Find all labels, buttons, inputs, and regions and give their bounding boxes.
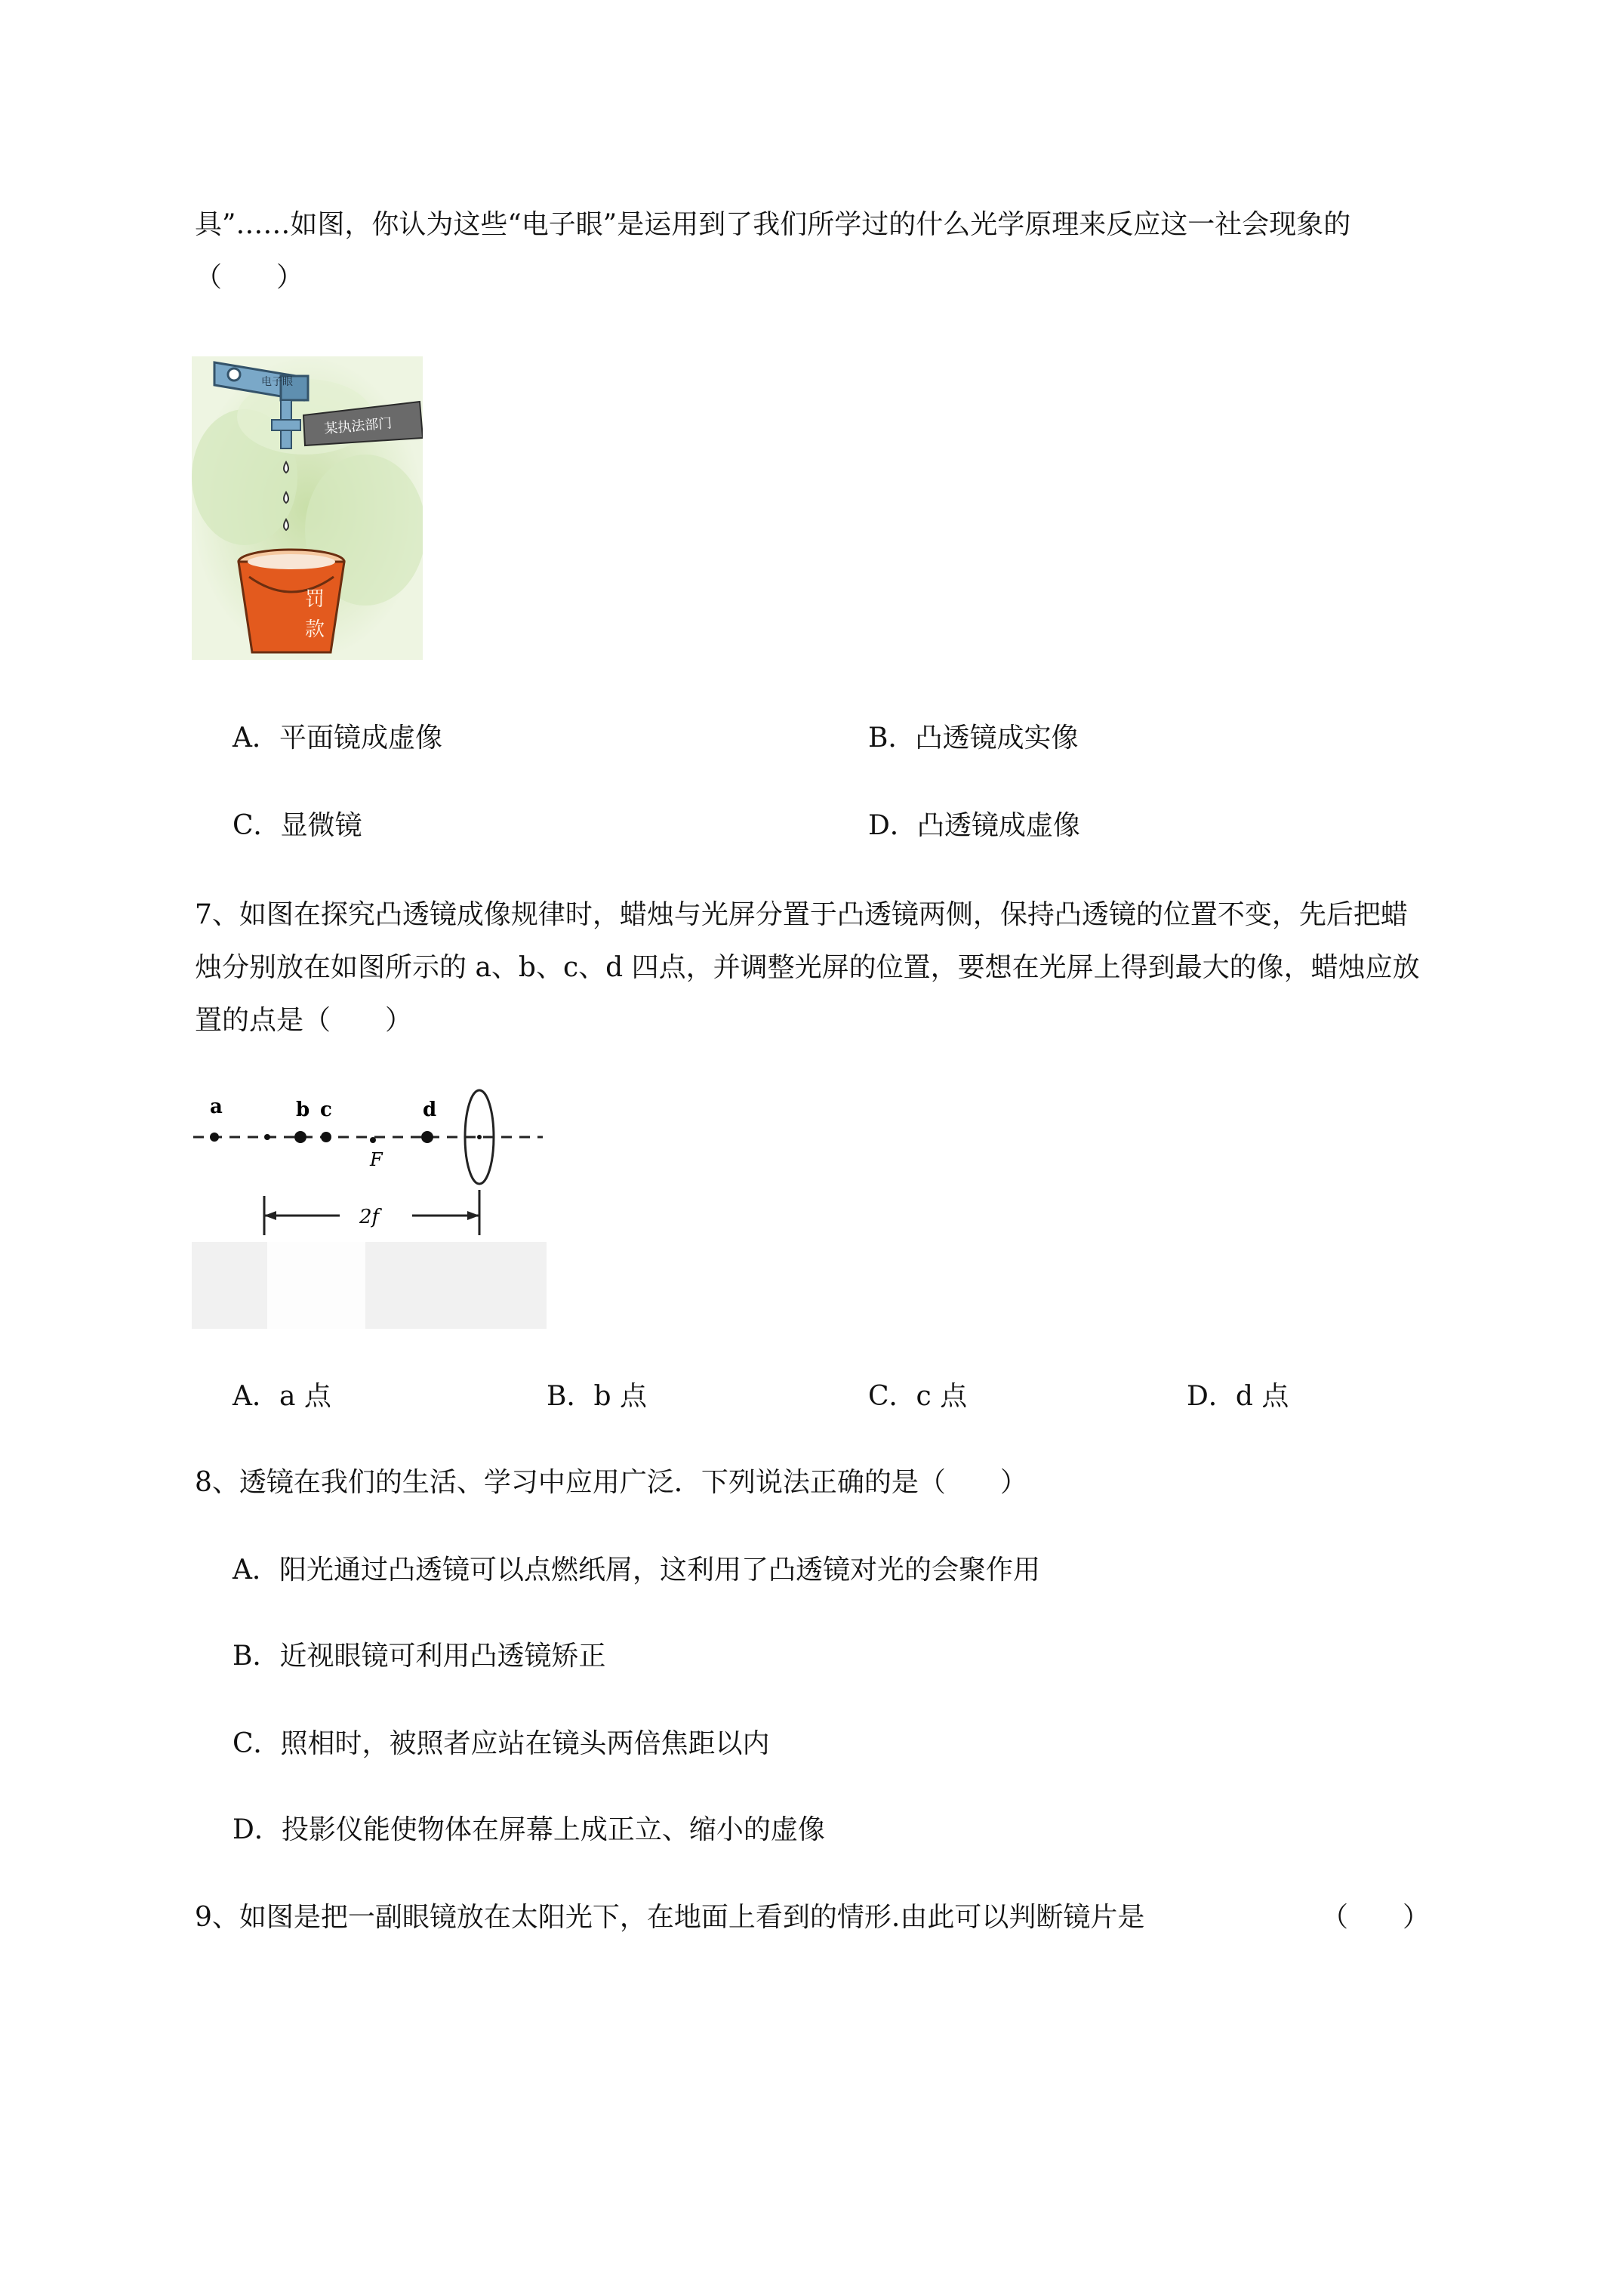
point-a-marker: [210, 1133, 219, 1142]
option-letter: B．: [547, 1381, 594, 1412]
q8-option-d[interactable]: [233, 1814, 825, 1847]
fine-bucket-icon: [239, 550, 344, 652]
camera-label: 电子眼: [261, 376, 293, 388]
q7-stem-line1: 7、如图在探究凸透镜成像规律时，蜡烛与光屏分置于凸透镜两侧，保持凸透镜的位置不变，先后把蜡: [195, 899, 1408, 930]
label-focus: F: [370, 1149, 383, 1170]
q7-option-c[interactable]: [868, 1380, 967, 1413]
q6-figure-traffic-camera: [192, 356, 423, 660]
option-letter: D．: [233, 1814, 282, 1845]
option-letter: A．: [233, 1555, 279, 1586]
q8-stem: 8、透镜在我们的生活、学习中应用广泛．下列说法正确的是（ ）: [195, 1467, 1027, 1498]
point-d-marker: [421, 1131, 433, 1143]
option-text: 凸透镜成实像: [915, 723, 1079, 754]
q7-option-d[interactable]: [1187, 1380, 1289, 1413]
bucket-label-1: 罚: [305, 588, 325, 611]
option-letter: D．: [1187, 1381, 1236, 1412]
q6-option-d[interactable]: [868, 809, 1080, 843]
q8-option-a[interactable]: [233, 1554, 1040, 1587]
label-d: d: [423, 1099, 437, 1121]
label-2f: 2f: [359, 1206, 380, 1228]
option-text: 照相时，被照者应站在镜头两倍焦距以内: [280, 1728, 770, 1759]
sign-label: 某执法部门: [323, 415, 393, 437]
focus-marker: [370, 1137, 376, 1143]
q7-stem-line3: 置的点是（ ）: [195, 1005, 413, 1036]
q6-option-c[interactable]: [233, 809, 362, 843]
label-c: c: [320, 1099, 332, 1121]
q9-answer-paren: （ ）: [1321, 1902, 1431, 1933]
option-text: 显微镜: [280, 810, 362, 841]
option-text: 阳光通过凸透镜可以点燃纸屑，这利用了凸透镜对光的会聚作用: [279, 1555, 1041, 1586]
label-a: a: [210, 1096, 223, 1118]
option-text: b 点: [593, 1381, 647, 1412]
q6-stem-line1: 具”……如图，你认为这些“电子眼”是运用到了我们所学过的什么光学原理来反应这一社会现象的: [195, 209, 1351, 240]
q7-figure-lens-diagram: [192, 1080, 547, 1329]
option-letter: A．: [233, 1381, 279, 1412]
option-letter: B．: [868, 723, 916, 754]
point-2f-marker: [264, 1134, 270, 1140]
point-b-marker: [294, 1131, 306, 1143]
option-text: 近视眼镜可利用凸透镜矫正: [279, 1641, 606, 1672]
option-text: a 点: [279, 1381, 331, 1412]
option-text: 凸透镜成虚像: [916, 810, 1080, 841]
option-letter: D．: [868, 810, 917, 841]
point-c-marker: [321, 1132, 331, 1142]
option-text: 平面镜成虚像: [279, 723, 443, 754]
q7-option-b[interactable]: [547, 1380, 647, 1413]
q6-option-a[interactable]: [233, 722, 442, 755]
option-letter: A．: [233, 723, 279, 754]
option-text: c 点: [916, 1381, 968, 1412]
option-letter: C．: [868, 1381, 916, 1412]
q8-option-b[interactable]: [233, 1640, 605, 1673]
option-letter: C．: [233, 810, 281, 841]
bucket-label-2: 款: [305, 618, 325, 641]
q7-stem-line2: 烛分别放在如图所示的 a、b、c、d 四点，并调整光屏的位置，要想在光屏上得到最大的像，蜡烛应放: [195, 952, 1420, 983]
option-letter: B．: [233, 1641, 280, 1672]
q6-stem-line2: （ ）: [195, 262, 304, 293]
q7-option-a[interactable]: [233, 1380, 331, 1413]
q9-stem: 9、如图是把一副眼镜放在太阳光下，在地面上看到的情形.由此可以判断镜片是: [195, 1902, 1145, 1933]
q8-option-c[interactable]: [233, 1727, 770, 1761]
label-b: b: [296, 1099, 310, 1121]
option-text: 投影仪能使物体在屏幕上成正立、缩小的虚像: [281, 1814, 825, 1845]
option-text: d 点: [1235, 1381, 1289, 1412]
lens-center-marker: [477, 1135, 482, 1139]
q6-option-b[interactable]: [868, 722, 1078, 755]
option-letter: C．: [233, 1728, 281, 1759]
